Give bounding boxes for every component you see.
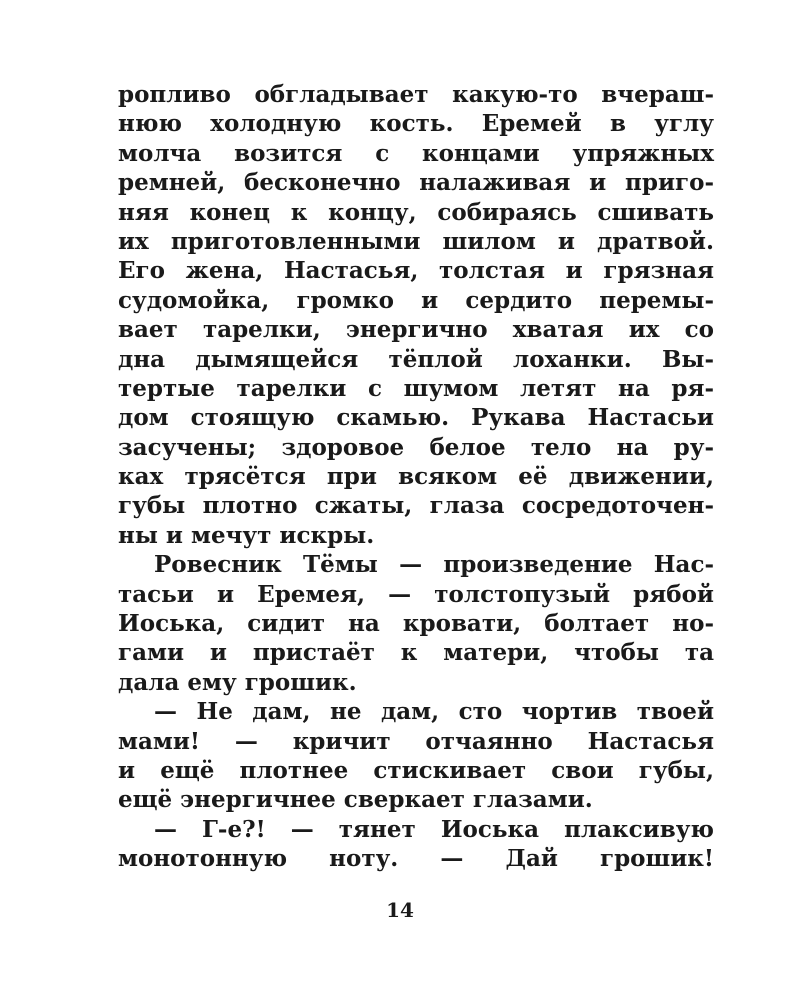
text-line: их приготовленными шилом и дратвой. xyxy=(118,227,714,255)
text-line: Иоська, сидит на кровати, болтает но- xyxy=(118,610,714,638)
text-line: монотонную ноту. — Дай грошик! xyxy=(118,845,714,873)
text-line: дна дымящейся тёплой лоханки. Вы- xyxy=(118,345,714,373)
text-line: дала ему грошик. xyxy=(118,668,357,696)
text-line: ремней, бесконечно налаживая и приго- xyxy=(118,169,714,197)
text-line: судомойка, громко и сердито перемы- xyxy=(118,286,714,314)
text-line: тасьи и Еремея, — толстопузый рябой xyxy=(118,580,714,608)
text-line: гами и пристаёт к матери, чтобы та xyxy=(118,639,714,667)
text-line: мами! — кричит отчаянно Настасья xyxy=(118,727,714,755)
text-line: засучены; здоровое белое тело на ру- xyxy=(118,433,714,461)
text-line: вает тарелки, энергично хватая их со xyxy=(118,316,714,344)
page-number: 14 xyxy=(386,898,414,922)
book-page-text xyxy=(118,80,714,874)
text-line: Его жена, Настасья, толстая и грязная xyxy=(118,257,714,285)
text-line: и ещё плотнее стискивает свои губы, xyxy=(118,756,714,784)
text-line: тертые тарелки с шумом летят на ря- xyxy=(118,374,714,402)
text-line: дом стоящую скамью. Рукава Настасьи xyxy=(118,404,714,432)
text-line: ках трясётся при всяком её движении, xyxy=(118,463,714,491)
text-line: ны и мечут искры. xyxy=(118,521,375,549)
text-line: молча возится с концами упряжных xyxy=(118,139,714,167)
text-line: — Не дам, не дам, сто чортив твоей xyxy=(154,698,714,726)
text-line: нюю холодную кость. Еремей в углу xyxy=(118,110,714,138)
text-line: ещё энергичнее сверкает глазами. xyxy=(118,786,593,814)
text-line: Ровесник Тёмы — произведение Нас- xyxy=(154,551,714,579)
text-line: — Г-е?! — тянет Иоська плаксивую xyxy=(154,815,714,843)
text-line: няя конец к концу, собираясь сшивать xyxy=(118,198,714,226)
text-line: ропливо обгладывает какую-то вчераш- xyxy=(118,81,714,108)
text-line: губы плотно сжаты, глаза сосредоточен- xyxy=(118,492,714,520)
